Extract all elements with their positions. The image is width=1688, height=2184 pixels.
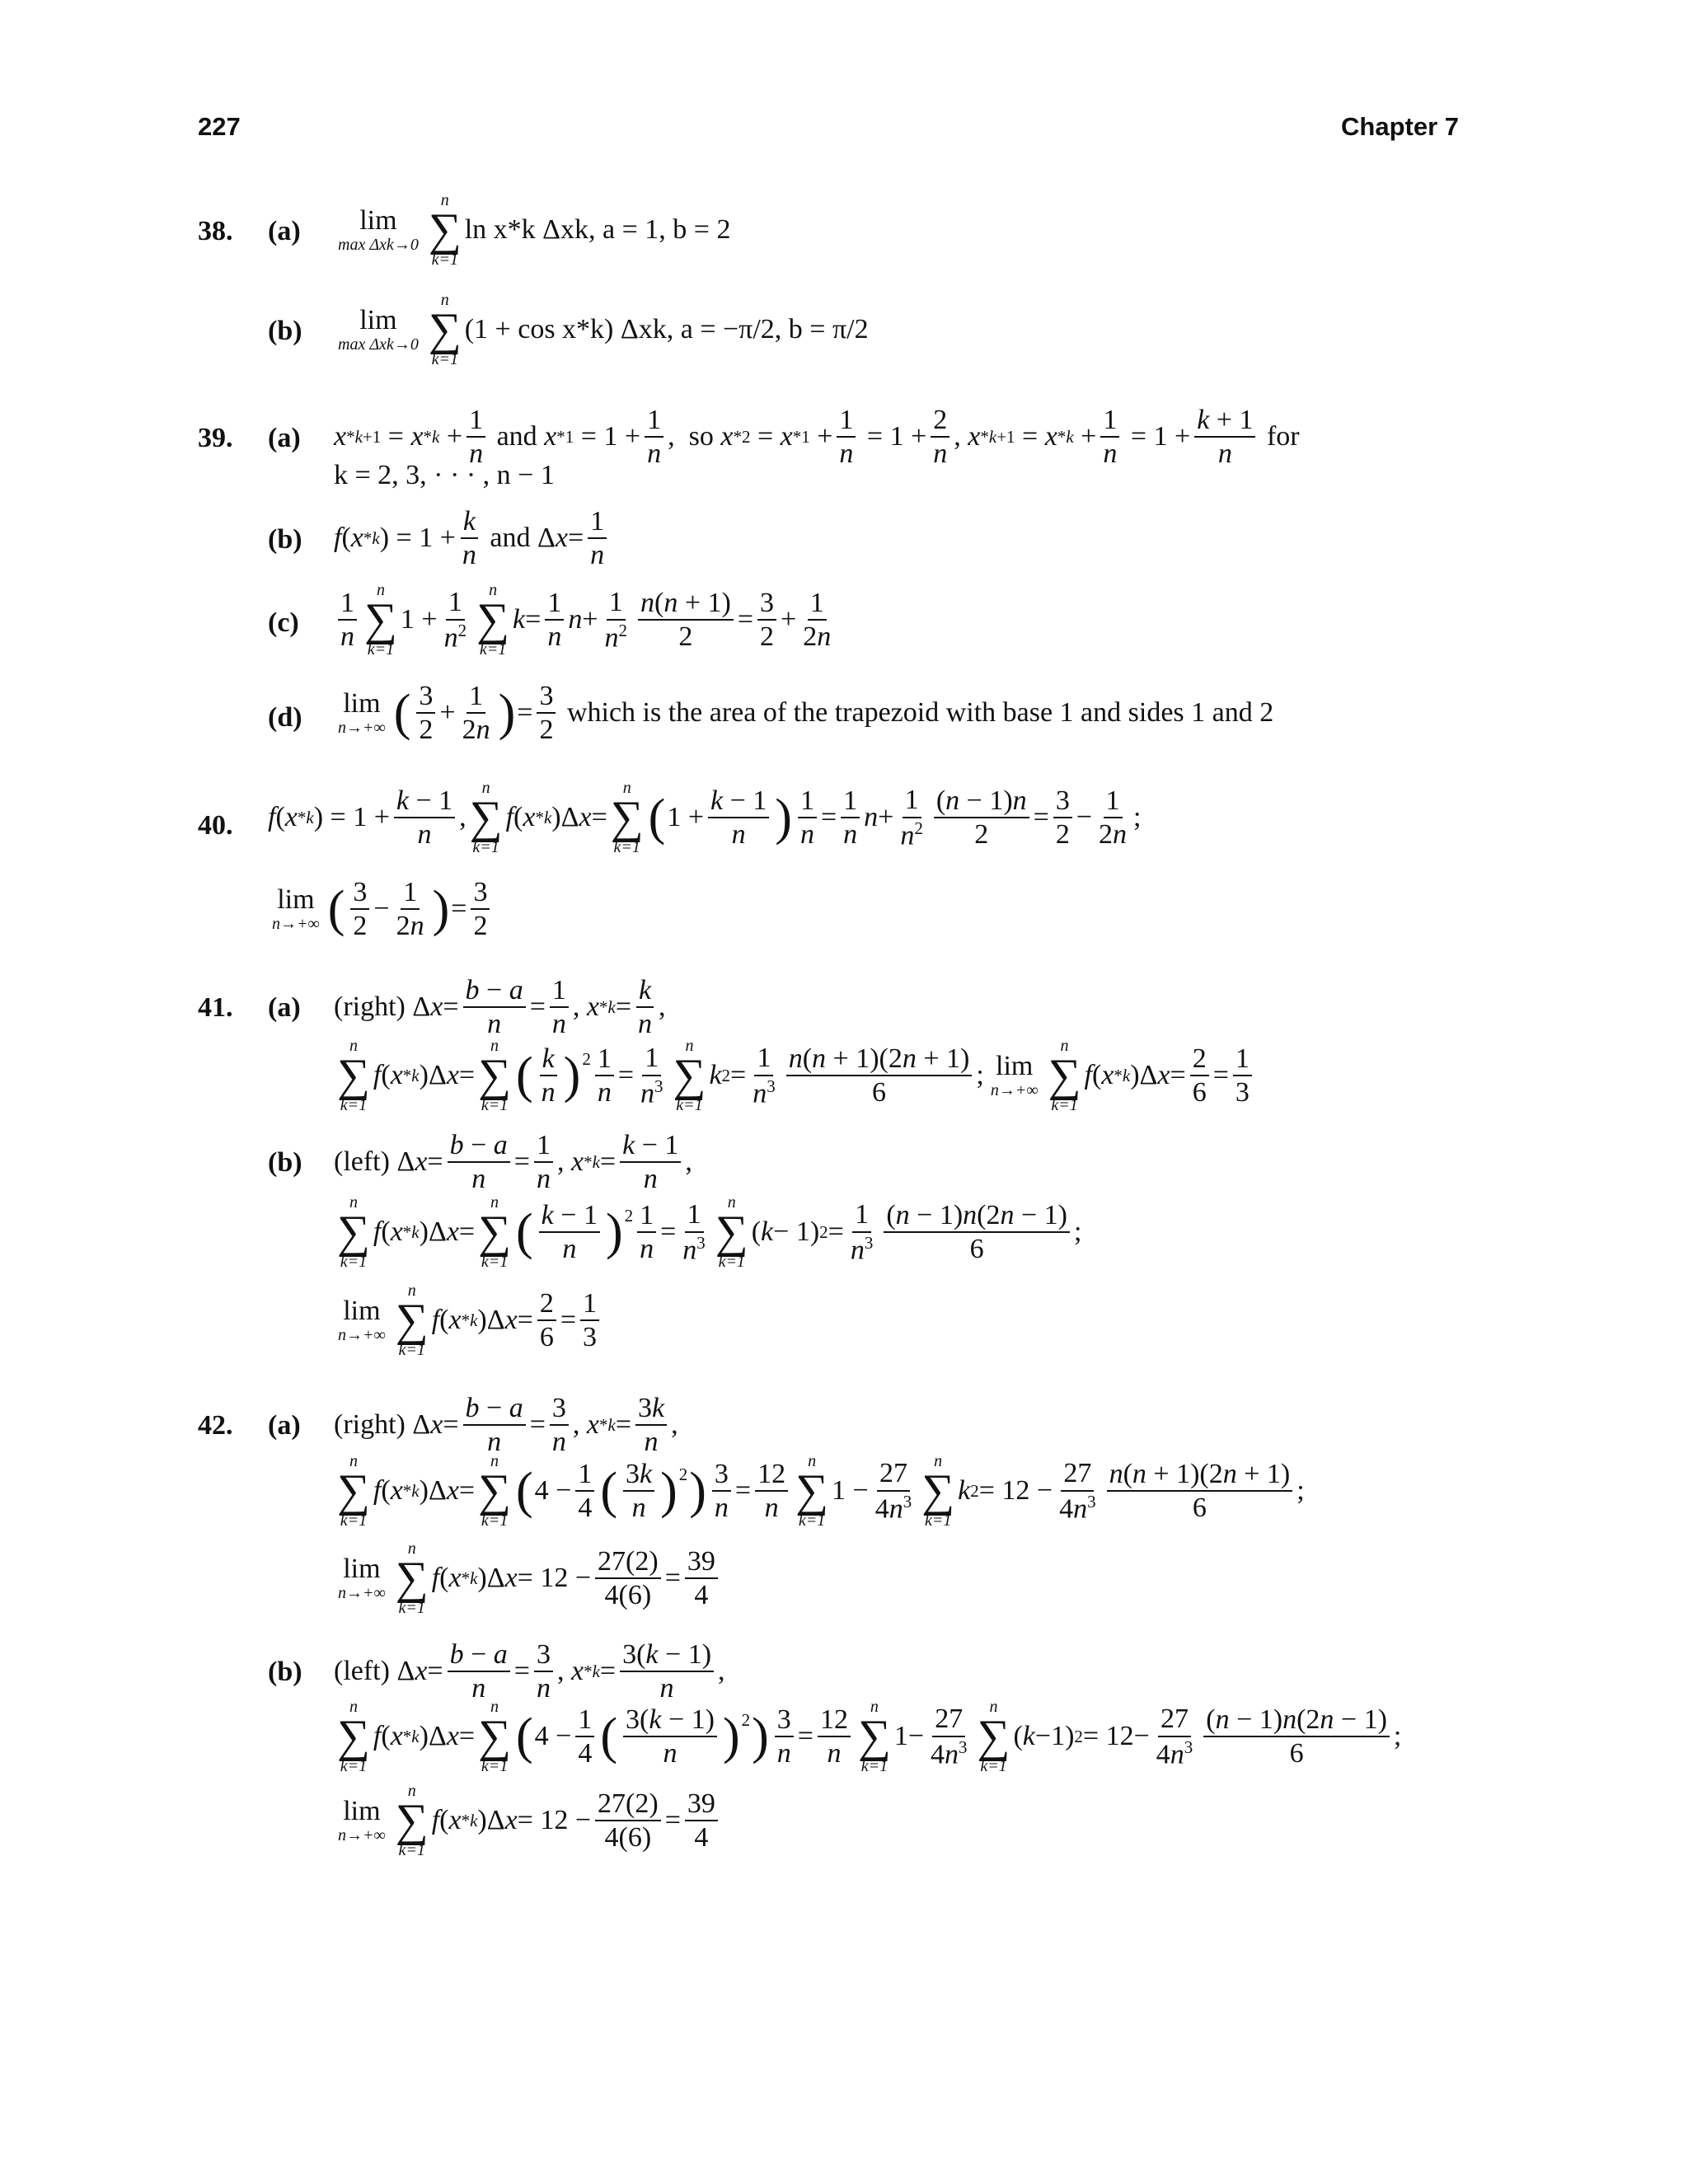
equation-39d: lim n→+∞ ( $\frac{3}{2}$ + $\frac{1}{2n}$ ) = $\frac{3}{2}$ which is the area of the trapezoid with base 1 and sides 1 and 2	[338, 681, 1274, 746]
limit-result-42b: 39	[685, 1788, 718, 1821]
equation-41b-sum: n ∑ k=1 f ( x * k )Δ x = n ∑ k=1 ( $\frac{k - 1}{n}$ ) $^2$ $\frac{1}{n}$ = $\frac{1}{n^3}$ n ∑ k=1 ( k − 1) 2 = $\frac{1}{n^3}$ $\frac{(n - 1)n(2n - 1)}{6}$ ;	[337, 1193, 1082, 1272]
problem-number-42: 42.	[198, 1410, 233, 1441]
trapezoid-sentence: which is the area of the trapezoid with base 1 and sides 1 and 2	[566, 697, 1274, 729]
part-label-41b: (b)	[268, 1147, 302, 1178]
equation-42a-sum: n ∑ k=1 f ( x * k )Δ x = n ∑ k=1 ( 4 − $\frac{1}{4}$ ( $\frac{3k}{n}$ ) $^2$ ) $\frac{3}{n}$ = $\frac{12}{n}$ n ∑ k=1 1 − $\frac{27}{4n^3}$ n ∑ k=1 k 2 = 12 − $\frac{27}{4n^3}$ $\frac{n(n + 1)(2n + 1)}{6}$ ;	[337, 1452, 1305, 1530]
problem-number-40: 40.	[198, 810, 233, 841]
equation-38b-text: (1 + cos x*k) Δxk, a = −π/2, b = π/2	[464, 314, 869, 345]
problem-number-38: 38.	[198, 216, 233, 246]
problem-number-39: 39.	[198, 423, 233, 453]
equation-42b-sum: n ∑ k=1 f ( x * k )Δ x = n ∑ k=1 ( 4 − $\frac{1}{4}$ ( $\frac{3(k - 1)}{n}$ ) $^2$ ) $\frac{3}{n}$ = $\frac{12}{n}$ n ∑ k=1 1− $\frac{27}{4n^3}$ n ∑ k=1 ( k −1) 2 = 12− $\frac{27}{4n^3}$ $\frac{(n - 1)n(2n - 1)}{6}$ ;	[337, 1698, 1402, 1776]
part-label-42a: (a)	[268, 1410, 301, 1441]
part-label-39d: (d)	[268, 702, 302, 733]
problem-number-41: 41.	[198, 992, 233, 1023]
chapter-title: Chapter 7	[1341, 112, 1459, 141]
equation-42a-dx: (right) Δ x = $\frac{b - a}{n}$ = $\frac{3}{n}$ , x * k = $\frac{3k}{n}$ ,	[334, 1393, 678, 1458]
equation-38a-text: ln x*k Δxk, a = 1, b = 2	[464, 214, 731, 246]
equation-41a-dx: (right) Δ x = $\frac{b - a}{n}$ = $\frac{1}{n}$ , x * k = $\frac{k}{n}$ ,	[334, 975, 666, 1040]
equation-41a-sum: n ∑ k=1 f ( x * k )Δ x = n ∑ k=1 ( $\frac{k}{n}$ ) $^2$ $\frac{1}{n}$ = $\frac{1}{n^3}$ n ∑ k=1 k 2 = $\frac{1}{n^3}$ $\frac{n(n + 1)(2n + 1)}{6}$ ; lim n→+∞ n ∑ k=1 f ( x * k )Δ x = $\frac{2}{6}$ = $\frac{1}{3}$	[334, 1037, 1256, 1114]
part-label-39b: (b)	[268, 524, 302, 555]
equation-38a: lim max Δxk→0 n ∑ k=1 ln x*k Δxk, a = 1, b = 2	[338, 191, 731, 269]
equation-42a-limit: lim n→+∞ n ∑ k=1 f ( x * k )Δ x = 12 − $\frac{27(2)}{4(6)}$ = $\frac{39}{4}$	[331, 1540, 722, 1617]
equation-39b: f ( x * k ) = 1 + $\frac{k}{n}$ and Δ x = $\frac{1}{n}$	[334, 505, 611, 571]
equation-41b-limit: lim n→+∞ n ∑ k=1 f ( x * k )Δ x = $\frac{2}{6}$ = $\frac{1}{3}$	[331, 1282, 603, 1359]
equation-38b: lim max Δxk→0 n ∑ k=1 (1 + cos x*k) Δxk, a = −π/2, b = π/2	[338, 291, 869, 369]
equation-39a-cont: k = 2, 3, · · · , n − 1	[334, 460, 555, 490]
part-label-41a: (a)	[268, 992, 301, 1023]
equation-40-limit: lim n→+∞ ( $\frac{3}{2}$ − $\frac{1}{2n}$ ) = $\frac{3}{2}$	[265, 876, 494, 942]
equation-42b-limit: lim n→+∞ n ∑ k=1 f ( x * k )Δ x = 12 − $\frac{27(2)}{4(6)}$ = $\frac{39}{4}$	[331, 1782, 722, 1859]
equation-39a: x * k+1 = x * k + $\frac{1}{n}$ and x * 1 = 1 + $\frac{1}{n}$ , so x * 2 = x * 1 + $\frac{1}{n}$ = 1 + $\frac{2}{n}$ , x * k+1 = x * k + $\frac{1}{n}$ = 1 + $\frac{k + 1}{n}$ for	[334, 405, 1300, 470]
equation-39c: $\frac{1}{n}$ n ∑ k=1 1 + $\frac{1}{n^2}$ n ∑ k=1 k = $\frac{1}{n}$ n + $\frac{1}{n^2}$ $\frac{n(n + 1)}{2}$ = $\frac{3}{2}$ + $\frac{1}{2n}$	[334, 581, 837, 658]
equation-41b-dx: (left) Δ x = $\frac{b - a}{n}$ = $\frac{1}{n}$ , x * k = $\frac{k - 1}{n}$ ,	[334, 1130, 692, 1195]
part-label-42b: (b)	[268, 1657, 302, 1687]
part-label-39a: (a)	[268, 423, 301, 453]
part-label-38b: (b)	[268, 316, 302, 346]
part-label-38a: (a)	[268, 216, 301, 246]
page-number: 227	[198, 112, 241, 141]
word-for: for	[1266, 421, 1300, 452]
equation-40: f ( x * k ) = 1 + $\frac{k - 1}{n}$ , n ∑ k=1 f ( x * k )Δ x = n ∑ k=1 ( 1 + $\frac{k - 1}{n}$ ) $\frac{1}{n}$ = $\frac{1}{n}$ n + $\frac{1}{n^2}$ $\frac{(n - 1)n}{2}$ = $\frac{3}{2}$ − $\frac{1}{2n}$ ;	[268, 779, 1142, 857]
part-label-39c: (c)	[268, 607, 299, 638]
limit-result-42a: 39	[685, 1545, 718, 1579]
equation-42b-dx: (left) Δ x = $\frac{b - a}{n}$ = $\frac{3}{n}$ , x * k = $\frac{3(k - 1)}{n}$ ,	[334, 1639, 725, 1704]
